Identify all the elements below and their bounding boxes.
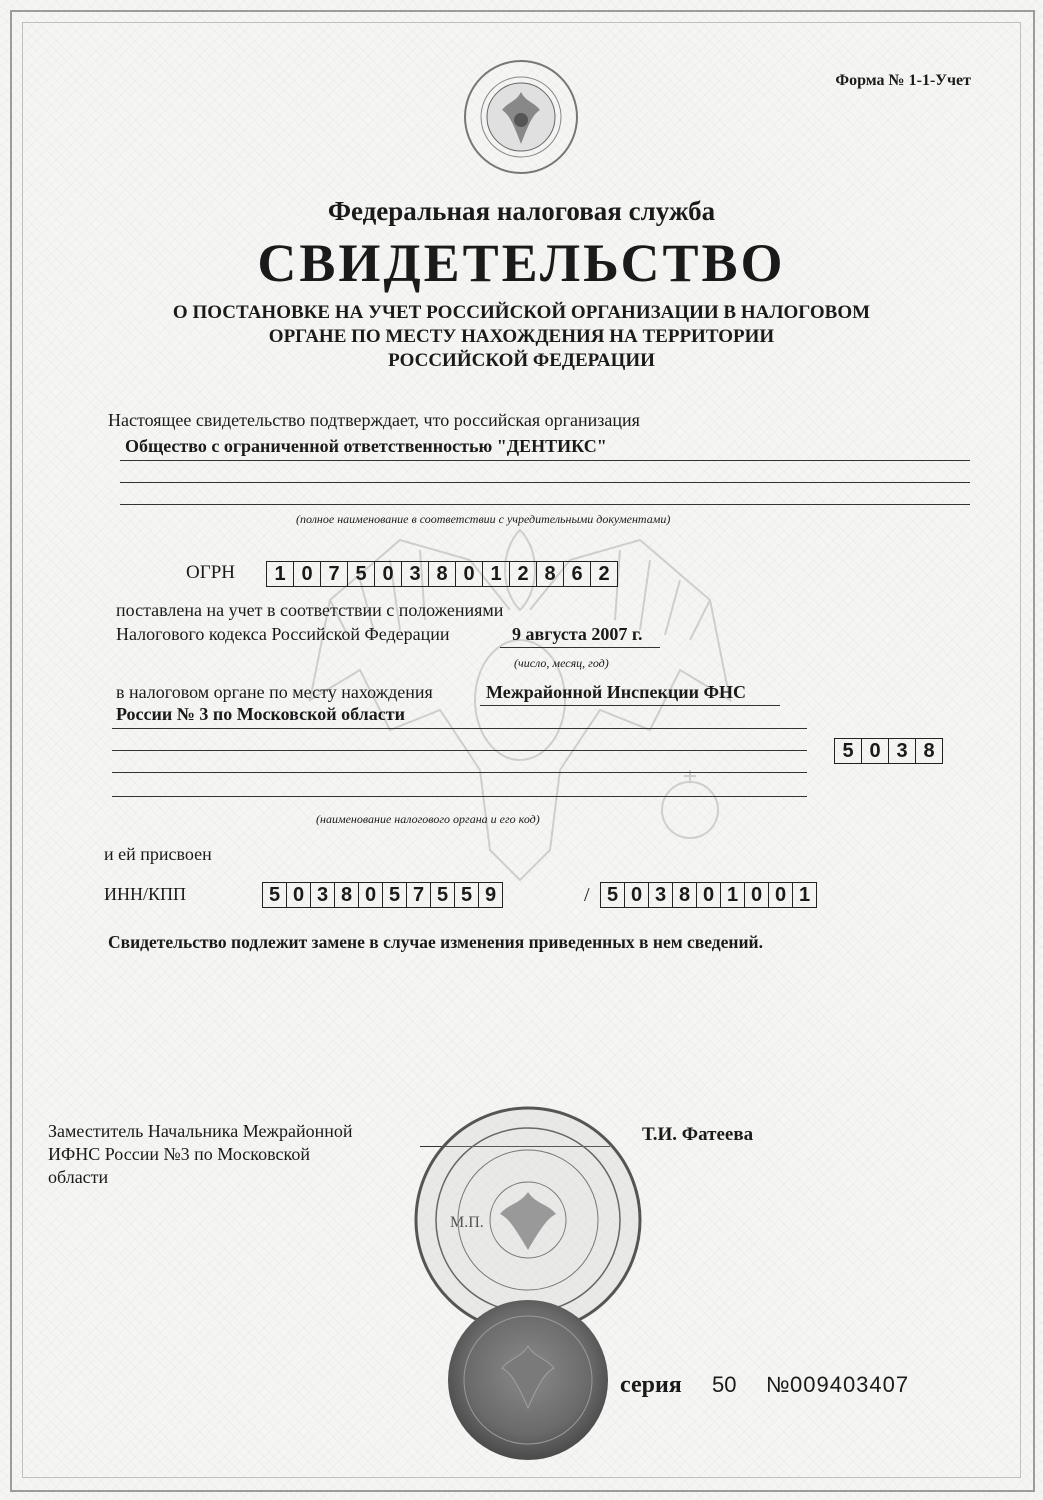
inn-digit: 5 — [382, 883, 406, 907]
subtitle-line-3: РОССИЙСКОЙ ФЕДЕРАЦИИ — [388, 350, 655, 371]
ogrn-digit: 6 — [563, 562, 590, 586]
kpp-boxes — [600, 882, 817, 908]
authority-line-3 — [112, 772, 807, 773]
replacement-notice: Свидетельство подлежит замене в случае изменения приведенных в нем сведений. — [108, 932, 764, 952]
ogrn-digit: 0 — [455, 562, 482, 586]
signer-name: Т.И. Фатеева — [642, 1124, 754, 1145]
inn-kpp-label: ИНН/КПП — [104, 884, 187, 904]
ogrn-digit: 1 — [482, 562, 509, 586]
inn-digit: 0 — [286, 883, 310, 907]
authority-note: (наименование налогового органа и его код) — [316, 812, 540, 826]
agency-name: Федеральная налоговая служба — [327, 196, 716, 226]
date-line — [500, 647, 660, 648]
kpp-digit: 0 — [768, 883, 792, 907]
ogrn-boxes — [266, 561, 618, 587]
signer-position — [48, 1120, 352, 1189]
signer-position-line-2: ИФНС России №3 по Московской — [48, 1144, 310, 1164]
ogrn-digit: 2 — [590, 562, 617, 586]
inn-digit: 5 — [430, 883, 454, 907]
inn-boxes — [262, 882, 503, 908]
authority-line-1 — [112, 728, 807, 729]
inn-digit: 9 — [478, 883, 502, 907]
emblem-seal-icon — [462, 58, 580, 176]
certificate-number: 009403407 — [790, 1372, 910, 1397]
registration-date: 9 августа 2007 г. — [512, 624, 643, 644]
authority-name-part-2: России № 3 по Московской области — [116, 704, 405, 724]
kpp-digit: 0 — [696, 883, 720, 907]
certificate-title: СВИДЕТЕЛЬСТВО — [257, 233, 786, 293]
kpp-digit: 8 — [672, 883, 696, 907]
organization-name: Общество с ограниченной ответственностью "ДЕНТИКС" — [125, 436, 607, 456]
registered-line-1: поставлена на учет в соответствии с положениями — [116, 600, 504, 620]
kpp-digit: 1 — [720, 883, 744, 907]
ogrn-digit: 5 — [347, 562, 374, 586]
registered-line-2: Налогового кодекса Российской Федерации — [116, 624, 450, 644]
authority-code-digit: 3 — [888, 739, 915, 763]
ogrn-digit: 0 — [293, 562, 320, 586]
authority-code-digit: 8 — [915, 739, 942, 763]
ogrn-digit: 0 — [374, 562, 401, 586]
subtitle-line-1: О ПОСТАНОВКЕ НА УЧЕТ РОССИЙСКОЙ ОРГАНИЗАЦИИ В НАЛОГОВОМ — [172, 302, 871, 323]
kpp-digit: 0 — [624, 883, 648, 907]
authority-line-4 — [112, 796, 807, 797]
inn-kpp-separator: / — [584, 884, 590, 906]
ogrn-digit: 3 — [401, 562, 428, 586]
kpp-digit: 0 — [744, 883, 768, 907]
ogrn-label: ОГРН — [186, 562, 235, 583]
inn-digit: 7 — [406, 883, 430, 907]
ogrn-digit: 1 — [274, 563, 286, 585]
authority-code-digit: 0 — [861, 739, 888, 763]
authority-name-part-1: Межрайонной Инспекции ФНС — [486, 682, 746, 702]
inn-digit: 0 — [358, 883, 382, 907]
assigned-label: и ей присвоен — [104, 844, 212, 864]
inn-digit: 5 — [454, 883, 478, 907]
intro-text: Настоящее свидетельство подтверждает, что российская организация — [108, 410, 640, 430]
inn-digit: 8 — [334, 883, 358, 907]
authority-intro: в налоговом органе по месту нахождения — [116, 682, 433, 702]
ogrn-digit: 8 — [428, 562, 455, 586]
subtitle-line-2: ОРГАНЕ ПО МЕСТУ НАХОЖДЕНИЯ НА ТЕРРИТОРИИ — [268, 326, 775, 347]
ogrn-digit: 2 — [509, 562, 536, 586]
signer-position-line-1: Заместитель Начальника Межрайонной — [48, 1121, 353, 1141]
form-number: Форма № 1-1-Учет — [835, 72, 971, 89]
authority-code-digit: 5 — [842, 740, 854, 762]
date-note: (число, месяц, год) — [514, 656, 609, 670]
inn-digit: 3 — [310, 883, 334, 907]
authority-code-boxes — [834, 738, 943, 764]
embossed-seal-icon — [444, 1296, 612, 1464]
kpp-digit: 1 — [792, 883, 816, 907]
series-number: 50 — [712, 1372, 737, 1397]
kpp-digit: 3 — [648, 883, 672, 907]
kpp-digit: 5 — [606, 884, 619, 906]
org-line-3 — [120, 504, 970, 505]
certificate-subtitle — [0, 301, 1043, 373]
number-prefix: № — [766, 1372, 790, 1397]
org-line-1 — [120, 460, 970, 461]
authority-line-top — [480, 705, 780, 706]
ogrn-digit: 8 — [536, 562, 563, 586]
inn-digit: 5 — [268, 884, 281, 906]
org-name-note: (полное наименование в соответствии с учредительными документами) — [296, 512, 671, 526]
signer-position-line-3: области — [48, 1167, 109, 1187]
ogrn-digit: 7 — [320, 562, 347, 586]
org-line-2 — [120, 482, 970, 483]
stamp-place: М.П. — [450, 1214, 484, 1231]
authority-line-2 — [112, 750, 807, 751]
series-label: серия — [620, 1372, 682, 1398]
